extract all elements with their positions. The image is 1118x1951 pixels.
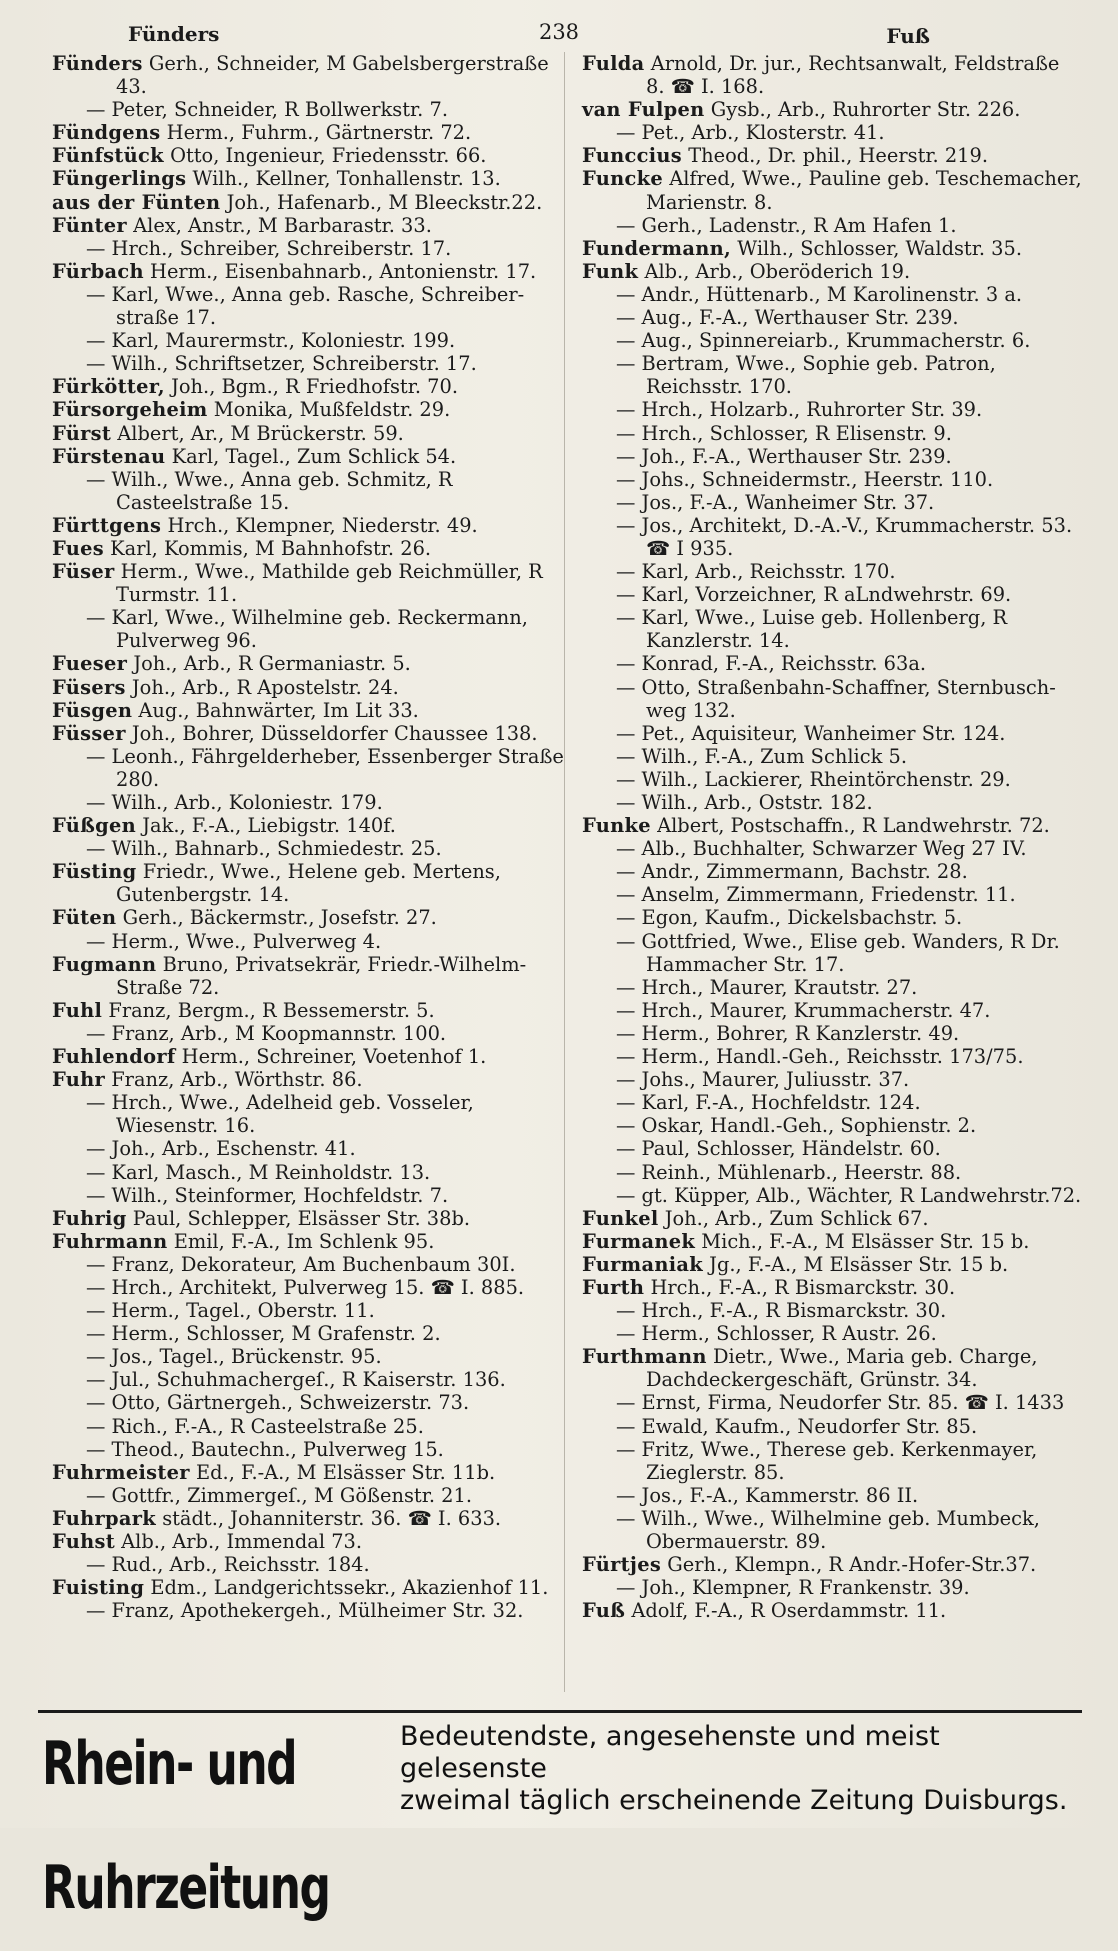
entry-surname: Füngerlings [52,167,187,191]
directory-entry [52,514,572,537]
entry-details: — Herm., Schlosser, M Grafenstr. 2. [86,1322,441,1346]
column-divider [564,52,565,1692]
entry-details: Joh., Arb., Zum Schlick 67. [664,1206,929,1230]
entry-surname: Fundermann, [582,236,732,260]
entry-details: — Karl, Vorzeichner, R aLndwehrstr. 69. [616,583,1012,607]
entry-surname: Furthmann [582,1345,707,1369]
directory-entry [582,398,1082,421]
directory-entry [52,98,572,121]
entry-surname: Fündgens [52,121,161,145]
directory-entry [52,398,572,421]
entry-details: — Jul., Schuhmachergeſ., R Kaiserstr. 136. [86,1368,506,1392]
entry-details: Franz, Arb., Wörthstr. 86. [111,1068,363,1092]
directory-entry [52,260,572,283]
entry-details: — Gerh., Ladenstr., R Am Hafen 1. [616,213,957,237]
entry-details: Wilh., Kellner, Tonhallenstr. 13. [192,167,501,191]
directory-entry [582,722,1082,745]
directory-entry [52,722,572,745]
entry-surname: Fuhr [52,1068,106,1092]
entry-details: — Wilh., Wwe., Anna geb. Schmitz, R Casteelstraße 15. [86,467,453,514]
entry-details: Herm., Eisenbahnarb., Antonienstr. 17. [150,259,537,283]
entry-details: Joh., Arb., R Germaniastr. 5. [133,652,411,676]
directory-entry [582,1137,1082,1160]
directory-entry [52,1345,572,1368]
directory-entry [52,167,572,190]
directory-entry [582,1553,1082,1576]
directory-entry [52,1599,572,1622]
entry-details: Joh., Hafenarb., M Bleeckstr.22. [226,190,543,214]
entry-details: — Jos., Tagel., Brückenstr. 95. [86,1345,382,1369]
entry-details: — Karl, Masch., M Reinholdstr. 13. [86,1160,431,1184]
directory-entry [582,1415,1082,1438]
entry-details: Gerh., Klempn., R Andr.-Hofer-Str.37. [667,1553,1037,1577]
entry-details: Monika, Mußfeldstr. 29. [213,398,451,422]
entry-details: Alex, Anstr., M Barbarastr. 33. [133,213,432,237]
entry-details: Karl, Kommis, M Bahnhofstr. 26. [110,536,432,560]
directory-entry [582,560,1082,583]
directory-entry [582,514,1082,560]
entry-details: Dietr., Wwe., Maria geb. Charge, Dachdeckergeschäft, Grünstr. 34. [646,1345,1038,1392]
entry-surname: Fürttgens [52,513,162,537]
entry-details: Arnold, Dr. jur., Rechtsanwalt, Feldstraße 8. ☎ I. 168. [646,52,1060,99]
ad-slogan-line-2: zweimal täglich erscheinende Zeitung Duisburgs. [400,1785,1068,1816]
entry-details: — Johs., Maurer, Juliusstr. 37. [616,1068,910,1092]
directory-entry [52,1230,572,1253]
entry-details: — Jos., F.-A., Kammerstr. 86 II. [616,1483,919,1507]
directory-entry [582,768,1082,791]
entry-details: — Herm., Tagel., Oberstr. 11. [86,1299,375,1323]
directory-entry [52,1276,572,1299]
directory-entry [52,214,572,237]
directory-entry [582,860,1082,883]
directory-entry [52,1207,572,1230]
directory-entry [582,445,1082,468]
entry-details: — Karl, Maurermstr., Koloniestr. 199. [86,329,456,353]
entry-surname: Fünders [52,52,143,75]
directory-entry [52,1438,572,1461]
directory-entry [582,1484,1082,1507]
entry-surname: Funkel [582,1206,659,1230]
entry-details: — Anselm, Zimmermann, Friedenstr. 11. [616,883,1016,907]
entry-details: Joh., Arb., R Apostelstr. 24. [131,675,399,699]
directory-entry [52,1091,572,1137]
directory-entry [582,1022,1082,1045]
entry-surname: Fürtjes [582,1553,662,1577]
ad-slogan-line-1: Bedeutendste, angesehenste und meist gelesenste [400,1721,940,1784]
left-column [52,52,572,1622]
directory-entry [582,237,1082,260]
directory-entry [52,837,572,860]
directory-entry [52,1299,572,1322]
entry-details: Aug., Bahnwärter, Im Lit 33. [138,698,419,722]
entry-details: Gerh., Bäckermstr., Josefstr. 27. [122,906,437,930]
entry-details: Herm., Fuhrm., Gärtnerstr. 72. [166,121,472,145]
entry-details: — Wilh., Arb., Koloniestr. 179. [86,791,383,814]
directory-entry [582,1184,1082,1207]
directory-entry [52,445,572,468]
entry-surname: Fues [52,536,104,560]
directory-entry [52,1045,572,1068]
entry-details: — Karl, Arb., Reichsstr. 170. [616,560,896,584]
entry-surname: van Fulpen [582,98,705,122]
directory-entry [582,214,1082,237]
entry-details: — Alb., Buchhalter, Schwarzer Weg 27 IV. [616,837,1027,861]
entry-details: — Bertram, Wwe., Sophie geb. Patron, Reichsstr. 170. [616,352,996,399]
entry-details: — Franz, Dekorateur, Am Buchenbaum 30I. [86,1252,516,1276]
directory-entry [582,814,1082,837]
directory-entry [52,652,572,675]
directory-entry [582,606,1082,652]
directory-entry [582,352,1082,398]
page-header [38,18,1080,52]
entry-details: Hrch., F.-A., R Bismarckstr. 30. [650,1275,956,1299]
directory-entry [582,791,1082,814]
entry-details: Otto, Ingenieur, Friedensstr. 66. [170,144,487,168]
directory-entry [582,1045,1082,1068]
directory-entry [52,560,572,606]
entry-details: Joh., Bgm., R Friedhofstr. 70. [171,375,459,399]
directory-entry [52,1368,572,1391]
entry-details: — Hrch., Wwe., Adelheid geb. Vosseler, Wiesenstr. 16. [86,1091,474,1138]
directory-entry [52,606,572,652]
entry-details: — Peter, Schneider, R Bollwerkstr. 7. [86,98,448,122]
directory-entry [52,52,572,98]
directory-entry [52,1253,572,1276]
entry-surname: Fuisting [52,1576,145,1600]
directory-entry [52,906,572,929]
directory-entry [52,329,572,352]
entry-surname: Füsting [52,860,137,884]
directory-entry [582,1068,1082,1091]
entry-details: — Egon, Kaufm., Dickelsbachstr. 5. [616,906,963,930]
directory-entry [582,1230,1082,1253]
entry-details: — Hrch., Schreiber, Schreiberstr. 17. [86,236,452,260]
entry-surname: Füten [52,906,117,930]
entry-details: — Hrch., Holzarb., Ruhrorter Str. 39. [616,398,983,422]
entry-details: — Karl, Wwe., Wilhelmine geb. Reckermann, Pulverweg 96. [86,606,528,653]
entry-surname: Fuhrpark [52,1506,157,1530]
entry-details: — Jos., F.-A., Wanheimer Str. 37. [616,490,935,514]
directory-entry [582,999,1082,1022]
entry-surname: Funke [582,814,651,838]
ad-slogan [400,1721,1080,1817]
entry-details: Adolf, F.-A., R Oserdammstr. 11. [631,1599,947,1623]
entry-details: Albert, Postschaffn., R Landwehrstr. 72. [657,814,1050,838]
directory-entry [582,1253,1082,1276]
entry-surname: Fürstenau [52,444,166,468]
entry-details: Ed., F.-A., M Elsässer Str. 11b. [195,1460,496,1484]
entry-details: städt., Johanniterstr. 36. ☎ I. 633. [162,1506,502,1530]
entry-details: — Hrch., F.-A., R Bismarckstr. 30. [616,1299,947,1323]
entry-surname: aus der Fünten [52,190,221,214]
entry-surname: Fueser [52,652,128,676]
entry-details: — Karl, F.-A., Hochfeldstr. 124. [616,1091,921,1115]
directory-entry [582,306,1082,329]
directory-entry [52,1530,572,1553]
entry-surname: Fuhrig [52,1206,127,1230]
entry-details: — Pet., Arb., Klosterstr. 41. [616,121,885,145]
entry-details: — Hrch., Maurer, Krummacherstr. 47. [616,998,991,1022]
directory-entry [582,1438,1082,1484]
directory-entry [582,583,1082,606]
entry-surname: Funk [582,259,639,283]
entry-surname: Fürkötter, [52,375,165,399]
directory-entry [582,422,1082,445]
directory-entry [582,1507,1082,1553]
entry-details: Friedr., Wwe., Helene geb. Mertens, Gutenbergstr. 14. [116,860,501,907]
entry-surname: Füser [52,560,115,584]
entry-details: Paul, Schlepper, Elsässer Str. 38b. [132,1206,471,1230]
entry-details: Gerh., Schneider, M Gabelsbergerstraße 43. [116,52,549,99]
entry-details: Jg., F.-A., M Elsässer Str. 15 b. [709,1252,1009,1276]
page-number: 238 [538,20,580,44]
entry-surname: Fürbach [52,259,144,283]
directory-entry [582,745,1082,768]
directory-entry [52,1507,572,1530]
directory-entry [582,1576,1082,1599]
entry-details: — Herm., Schlosser, R Austr. 26. [616,1322,937,1346]
entry-details: — Wilh., Arb., Oststr. 182. [616,791,873,814]
entry-details: Wilh., Schlosser, Waldstr. 35. [737,236,1023,260]
entry-surname: Fuhlendorf [52,1045,176,1069]
directory-entry [52,144,572,167]
directory-entry [52,1137,572,1160]
directory-entry [52,699,572,722]
entry-details: — Wilh., Lackierer, Rheintörchenstr. 29. [616,767,1011,791]
entry-details: Edm., Landgerichtssekr., Akazienhof 11. [150,1576,549,1600]
entry-details: — Hrch., Architekt, Pulverweg 15. ☎ I. 885. [86,1275,525,1299]
entry-details: — Andr., Hüttenarb., M Karolinenstr. 3 a. [616,282,1023,306]
directory-entry [582,1322,1082,1345]
directory-entry [52,537,572,560]
entry-details: — Gottfried, Wwe., Elise geb. Wanders, R Dr. Hammacher Str. 17. [616,929,1060,976]
directory-entry [52,1391,572,1414]
entry-surname: Furth [582,1275,645,1299]
directory-entry [582,121,1082,144]
directory-entry [52,1022,572,1045]
directory-entry [582,260,1082,283]
directory-entry [582,1276,1082,1299]
running-head-right: Fuß [886,24,930,48]
directory-entry [582,1161,1082,1184]
directory-entry [52,930,572,953]
directory-entry [582,98,1082,121]
entry-details: — Herm., Handl.-Geh., Reichsstr. 173/75. [616,1045,1024,1069]
entry-details: Gysb., Arb., Ruhrorter Str. 226. [710,98,1021,122]
entry-surname: Fünfstück [52,144,164,168]
directory-entry [582,652,1082,675]
entry-details: — Hrch., Maurer, Krautstr. 27. [616,975,918,999]
entry-details: — Otto, Straßenbahn-Schaffner, Sternbuschweg 132. [616,675,1056,722]
entry-surname: Füsgen [52,698,133,722]
entry-surname: Füsers [52,675,126,699]
directory-entry [52,953,572,999]
entry-details: Bruno, Privatsekrär, Friedr.-Wilhelm-Straße 72. [116,952,527,999]
entry-details: — Herm., Wwe., Pulverweg 4. [86,929,382,953]
directory-entry [52,791,572,814]
entry-details: — Ernst, Firma, Neudorfer Str. 85. ☎ I. 1433 [616,1391,1065,1415]
directory-entry [52,1184,572,1207]
entry-details: — Gottfr., Zimmergeſ., M Gößenstr. 21. [86,1483,473,1507]
directory-entry [52,745,572,791]
directory-entry [52,375,572,398]
directory-entry [582,906,1082,929]
directory-entry [582,930,1082,976]
directory-entry [52,1068,572,1091]
entry-details: — Hrch., Schlosser, R Elisenstr. 9. [616,421,952,445]
entry-details: Karl, Tagel., Zum Schlick 54. [171,444,457,468]
directory-entry [582,1345,1082,1391]
entry-surname: Fürsorgeheim [52,398,208,422]
entry-details: Joh., Bohrer, Düsseldorfer Chaussee 138. [131,721,538,745]
entry-details: — Rud., Arb., Reichsstr. 184. [86,1553,370,1577]
entry-details: Emil, F.-A., Im Schlenk 95. [173,1229,435,1253]
ad-brand: Rhein- und Ruhrzeitung [42,1729,330,1923]
entry-details: — Herm., Bohrer, R Kanzlerstr. 49. [616,1021,960,1045]
right-column [582,52,1082,1622]
entry-details: — Wilh., F.-A., Zum Schlick 5. [616,744,907,768]
entry-surname: Furmaniak [582,1252,703,1276]
entry-details: — Ewald, Kaufm., Neudorfer Str. 85. [616,1414,978,1438]
entry-details: — Joh., Klempner, R Frankenstr. 39. [616,1576,970,1600]
entry-details: — gt. Küpper, Alb., Wächter, R Landwehrstr.72. [616,1183,1082,1207]
entry-surname: Fuß [582,1599,626,1623]
directory-entry [52,999,572,1022]
entry-details: Mich., F.-A., M Elsässer Str. 15 b. [701,1229,1030,1253]
entry-surname: Funcke [582,167,664,191]
directory-entry [582,468,1082,491]
entry-surname: Fürst [52,421,112,445]
directory-entry [52,1484,572,1507]
directory-entry [582,883,1082,906]
entry-details: — Fritz, Wwe., Therese geb. Kerkenmayer, Zieglerstr. 85. [616,1437,1038,1484]
directory-entry [52,676,572,699]
entry-details: — Oskar, Handl.-Geh., Sophienstr. 2. [616,1114,977,1138]
entry-details: — Karl, Wwe., Anna geb. Rasche, Schreiberstraße 17. [86,282,525,330]
entry-surname: Furmanek [582,1229,696,1253]
advertisement [38,1710,1082,1923]
directory-entry [52,1161,572,1184]
entry-details: — Wilh., Wwe., Wilhelmine geb. Mumbeck, Obermauerstr. 89. [616,1506,1040,1553]
entry-surname: Füsser [52,721,126,745]
entry-surname: Fulda [582,52,645,75]
directory-entry [52,1322,572,1345]
entry-details: — Andr., Zimmermann, Bachstr. 28. [616,860,968,884]
directory-entry [582,1391,1082,1414]
directory-entry [52,283,572,329]
directory-entry [52,422,572,445]
entry-details: Alfred, Wwe., Pauline geb. Teschemacher, Marienstr. 8. [646,167,1082,214]
directory-entry [52,1576,572,1599]
entry-details: Albert, Ar., M Brückerstr. 59. [117,421,404,445]
entry-details: — Wilh., Schriftsetzer, Schreiberstr. 17. [86,352,477,376]
entry-details: — Wilh., Steinformer, Hochfeldstr. 7. [86,1183,449,1207]
entry-details: Herm., Wwe., Mathilde geb Reichmüller, R Turmstr. 11. [116,560,543,607]
directory-entry [52,814,572,837]
entry-details: — Paul, Schlosser, Händelstr. 60. [616,1137,941,1161]
entry-surname: Fünter [52,213,127,237]
entry-surname: Fuhrmeister [52,1460,190,1484]
directory-entry [582,52,1082,98]
directory-entry [582,1299,1082,1322]
directory-entry [582,1599,1082,1622]
directory-entry [52,1461,572,1484]
running-head-left: Fünders [128,22,220,46]
entry-details: Alb., Arb., Immendal 73. [121,1530,363,1553]
entry-surname: Fuhl [52,998,103,1022]
directory-entry [582,144,1082,167]
entry-details: Jak., F.-A., Liebigstr. 140f. [142,814,396,838]
entry-details: — Leonh., Fährgelderheber, Essenberger Straße 280. [86,744,564,791]
directory-entry [582,1114,1082,1137]
entry-details: Hrch., Klempner, Niederstr. 49. [167,513,478,537]
directory-entry [582,167,1082,213]
entry-details: Alb., Arb., Oberöderich 19. [644,259,911,283]
entry-details: — Reinh., Mühlenarb., Heerstr. 88. [616,1160,962,1184]
entry-details: — Aug., F.-A., Werthauser Str. 239. [616,306,959,330]
directory-entry [52,1553,572,1576]
entry-surname: Fugmann [52,952,157,976]
directory-entry [52,237,572,260]
entry-details: — Franz, Arb., M Koopmannstr. 100. [86,1021,447,1045]
entry-details: Theod., Dr. phil., Heerstr. 219. [688,144,988,168]
entry-details: — Pet., Aquisiteur, Wanheimer Str. 124. [616,721,1006,745]
directory-entry [52,468,572,514]
entry-details: — Otto, Gärtnergeh., Schweizerstr. 73. [86,1391,470,1415]
directory-entry [582,283,1082,306]
entry-details: Franz, Bergm., R Bessemerstr. 5. [108,998,435,1022]
entry-details: Herm., Schreiner, Voetenhof 1. [181,1045,487,1069]
entry-details: — Theod., Bautechn., Pulverweg 15. [86,1437,444,1461]
entry-details: — Konrad, F.-A., Reichsstr. 63a. [616,652,927,676]
entry-details: — Jos., Architekt, D.-A.-V., Krummacherstr. 53. ☎ I 935. [616,513,1073,560]
directory-entry [582,676,1082,722]
entry-details: — Karl, Wwe., Luise geb. Hollenberg, R Kanzlerstr. 14. [616,606,1008,653]
entry-surname: Funccius [582,144,683,168]
entry-surname: Fuhst [52,1530,115,1553]
directory-entry [582,491,1082,514]
directory-entry [52,191,572,214]
entry-surname: Fuhrmann [52,1229,168,1253]
directory-entry [52,352,572,375]
directory-entry [582,1091,1082,1114]
directory-entry [582,329,1082,352]
directory-entry [582,837,1082,860]
entry-details: — Johs., Schneidermstr., Heerstr. 110. [616,467,994,491]
directory-entry [582,976,1082,999]
entry-details: — Wilh., Bahnarb., Schmiedestr. 25. [86,837,442,861]
entry-details: — Joh., F.-A., Werthauser Str. 239. [616,444,952,468]
directory-entry [582,1207,1082,1230]
directory-entry [52,121,572,144]
entry-details: — Aug., Spinnereiarb., Krummacherstr. 6. [616,329,1031,353]
entry-surname: Füßgen [52,814,137,838]
entry-details: — Franz, Apothekergeh., Mülheimer Str. 32. [86,1599,524,1623]
entry-details: — Joh., Arb., Eschenstr. 41. [86,1137,356,1161]
entry-details: — Rich., F.-A., R Casteelstraße 25. [86,1414,424,1438]
directory-entry [52,1415,572,1438]
directory-entry [52,860,572,906]
